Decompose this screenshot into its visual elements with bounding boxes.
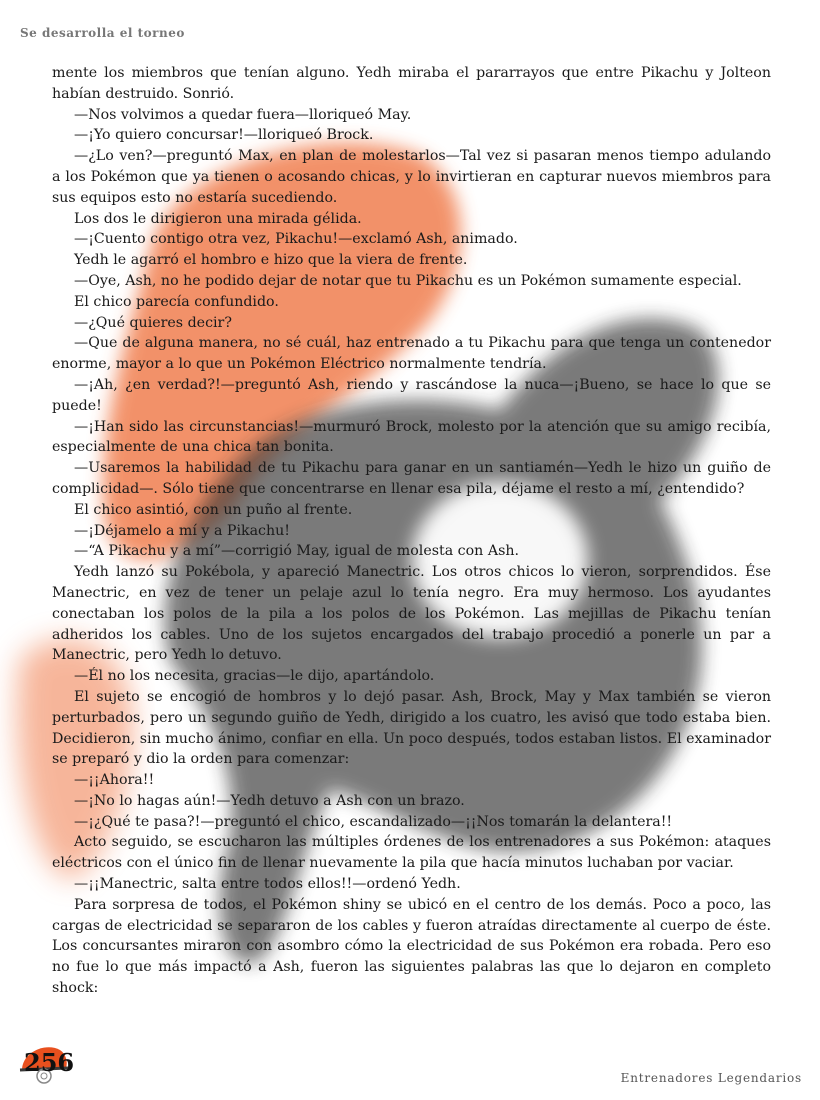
paragraph: El sujeto se encogió de hombros y lo dejó pasar. Ash, Brock, May y Max también se vieron perturbados, pero un segundo guiño de Yedh, dirigido a los cuatro, les avisó que todo estaba bien. Decidieron, sin mucho ánimo, confiar en ella. Un poco después, todos estaban listos. El examinador se preparó y dio la orden para comenzar: (52, 688, 771, 768)
body-text (52, 63, 771, 999)
paragraph: —¡¡Ahora!! (74, 772, 155, 789)
running-header: Se desarrolla el torneo (20, 26, 185, 40)
page-number-badge (16, 1040, 76, 1090)
paragraph: Para sorpresa de todos, el Pokémon shiny se ubicó en el centro de los demás. Poco a poco, las cargas de electricidad se separaron de los cables y fueron atraídas directamente al cuerpo de éste. Los concursantes miraron con asombro cómo la electricidad de sus Pokémon era robada. Pero eso no fue lo que más impactó a Ash, fueron las siguientes palabras las que lo dejaron en completo shock: (52, 896, 771, 997)
paragraph: —¿Lo ven?—preguntó Max, en plan de molestarlos—Tal vez si pasaran menos tiempo adulando a los Pokémon que ya tienen o acosando chicas, y lo invirtieran en capturar nuevos miembros para sus equipos esto no estaría sucediendo. (52, 148, 771, 206)
paragraph: —¡Han sido las circunstancias!—murmuró Brock, molesto por la atención que su amigo recibía, especialmente de una chica tan bonita. (52, 418, 771, 456)
paragraph: mente los miembros que tenían alguno. Yedh miraba el pararrayos que entre Pikachu y Jolteon habían destruido. Sonrió. (52, 65, 771, 102)
paragraph: Acto seguido, se escucharon las múltiples órdenes de los entrenadores a sus Pokémon: ataques eléctricos con el único fin de llenar nuevamente la pila que hacía minutos luchaban por vaciar. (52, 834, 771, 872)
paragraph: —Nos volvimos a quedar fuera—lloriqueó May. (74, 106, 412, 123)
paragraph: —¡Cuento contigo otra vez, Pikachu!—exclamó Ash, animado. (74, 231, 518, 248)
paragraph: El chico parecía confundido. (74, 293, 279, 310)
running-footer: Entrenadores Legendarios (620, 1071, 802, 1085)
paragraph: —¡No lo hagas aún!—Yedh detuvo a Ash con un brazo. (74, 792, 465, 809)
paragraph: —¡Déjamelo a mí y a Pikachu! (74, 522, 290, 539)
paragraph: —¡¿Qué te pasa?!—preguntó el chico, escandalizado—¡¡Nos tomarán la delantera!! (74, 813, 673, 830)
paragraph: —¡Yo quiero concursar!—lloriqueó Brock. (74, 127, 374, 144)
paragraph: —Usaremos la habilidad de tu Pikachu para ganar en un santiamén—Yedh le hizo un guiño de complicidad—. Sólo tiene que concentrarse en llenar esa pila, déjame el resto a mí, ¿entendido? (52, 460, 771, 497)
paragraph: —Oye, Ash, no he podido dejar de notar que tu Pikachu es un Pokémon sumamente especial. (74, 272, 742, 289)
paragraph: El chico asintió, con un puño al frente. (74, 501, 353, 518)
paragraph: Yedh le agarró el hombro e hizo que la viera de frente. (74, 252, 468, 269)
paragraph: —¿Qué quieres decir? (74, 314, 232, 331)
page-number: 256 (24, 1048, 75, 1077)
paragraph: Los dos le dirigieron una mirada gélida. (74, 210, 362, 227)
paragraph: —“A Pikachu y a mí”—corrigió May, igual de molesta con Ash. (74, 543, 519, 560)
paragraph: —¡Ah, ¿en verdad?!—preguntó Ash, riendo y rascándose la nuca—¡Bueno, se hace lo que se puede! (52, 376, 771, 414)
paragraph: —Que de alguna manera, no sé cuál, haz entrenado a tu Pikachu para que tenga un contenedor enorme, mayor a lo que un Pokémon Eléctrico normalmente tendría. (52, 335, 771, 373)
paragraph: Yedh lanzó su Pokébola, y apareció Manectric. Los otros chicos lo vieron, sorprendidos. Ése Manectric, en vez de tener un pelaje azul lo tenía negro. Era muy hermoso. Los ayudantes conectaban los polos de la pila a los polos de los Pokémon. Las mejillas de Pikachu tenían adheridos los cables. Uno de los sujetos encargados del trabajo procedió a ponerle un par a Manectric, pero Yedh lo detuvo. (52, 564, 771, 664)
paragraph: —¡¡Manectric, salta entre todos ellos!!—ordenó Yedh. (74, 876, 461, 893)
paragraph: —Él no los necesita, gracias—le dijo, apartándolo. (74, 668, 435, 685)
